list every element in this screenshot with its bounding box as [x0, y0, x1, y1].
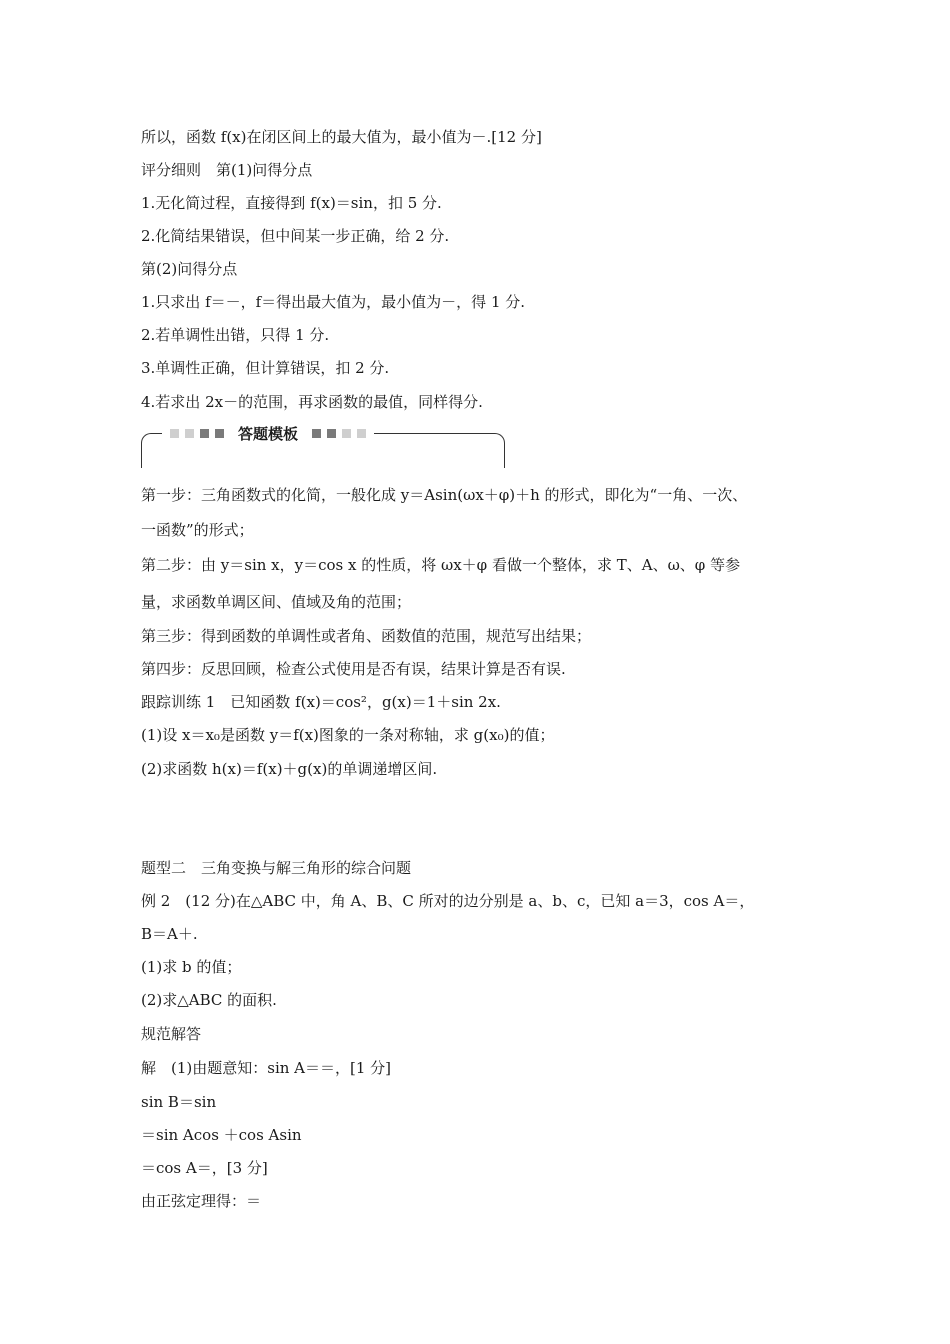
text-line: 第二步：由 y＝sin x，y＝cos x 的性质，将 ωx＋φ 看做一个整体，求 T、A、ω、φ 等参	[141, 556, 741, 574]
text-line: 由正弦定理得：＝	[141, 1192, 262, 1210]
text-line: 一函数”的形式；	[141, 521, 254, 539]
text-line: (1)求 b 的值；	[141, 958, 242, 976]
answer-template-label	[162, 423, 374, 444]
square-icon	[342, 429, 351, 438]
text-line: 规范解答	[141, 1025, 202, 1043]
text-line: 解 (1)由题意知：sin A＝＝，[1 分]	[141, 1059, 392, 1077]
answer-template-box	[141, 425, 505, 468]
text-line: (2)求函数 h(x)＝f(x)＋g(x)的单调递增区间.	[141, 760, 438, 778]
text-line: 跟踪训练 1 已知函数 f(x)＝cos²，g(x)＝1＋sin 2x.	[141, 693, 501, 711]
text-line: 评分细则 第(1)问得分点	[141, 161, 313, 179]
text-line: 1.无化简过程，直接得到 f(x)＝sin，扣 5 分.	[141, 194, 442, 212]
text-line: 例 2 (12 分)在△ABC 中，角 A、B、C 所对的边分别是 a、b、c，已知 a＝3，cos A＝，	[141, 892, 755, 910]
text-line: (2)求△ABC 的面积.	[141, 991, 277, 1009]
text-line: 2.化简结果错误，但中间某一步正确，给 2 分.	[141, 227, 450, 245]
text-line: B＝A＋.	[141, 925, 198, 943]
square-icon	[215, 429, 224, 438]
text-line: 2.若单调性出错，只得 1 分.	[141, 326, 330, 344]
square-icon	[200, 429, 209, 438]
square-icon	[357, 429, 366, 438]
text-line: 第一步：三角函数式的化简，一般化成 y＝Asin(ωx＋φ)＋h 的形式，即化为“一角、一次、	[141, 486, 748, 504]
text-line: 第三步：得到函数的单调性或者角、函数值的范围，规范写出结果；	[141, 627, 592, 645]
square-icon	[185, 429, 194, 438]
text-line: 第(2)问得分点	[141, 260, 238, 278]
text-line: ＝sin Acos ＋cos Asin	[141, 1126, 302, 1144]
text-line: sin B＝sin	[141, 1093, 217, 1111]
square-icon	[327, 429, 336, 438]
square-icon	[312, 429, 321, 438]
text-line: 量，求函数单调区间、值域及角的范围；	[141, 593, 412, 611]
section-heading: 题型二 三角变换与解三角形的综合问题	[141, 859, 412, 877]
text-line: ＝cos A＝，[3 分]	[141, 1159, 268, 1177]
square-icon	[170, 429, 179, 438]
text-line: 4.若求出 2x－的范围，再求函数的最值，同样得分.	[141, 393, 483, 411]
answer-template-title: 答题模板	[238, 425, 299, 443]
text-line: 第四步：反思回顾，检查公式使用是否有误，结果计算是否有误.	[141, 660, 566, 678]
text-line: 1.只求出 f＝－，f＝得出最大值为，最小值为－，得 1 分.	[141, 293, 526, 311]
text-line: 所以，函数 f(x)在闭区间上的最大值为，最小值为－.[12 分]	[141, 128, 542, 146]
text-line: (1)设 x＝x₀是函数 y＝f(x)图象的一条对称轴，求 g(x₀)的值；	[141, 726, 555, 744]
text-line: 3.单调性正确，但计算错误，扣 2 分.	[141, 359, 390, 377]
